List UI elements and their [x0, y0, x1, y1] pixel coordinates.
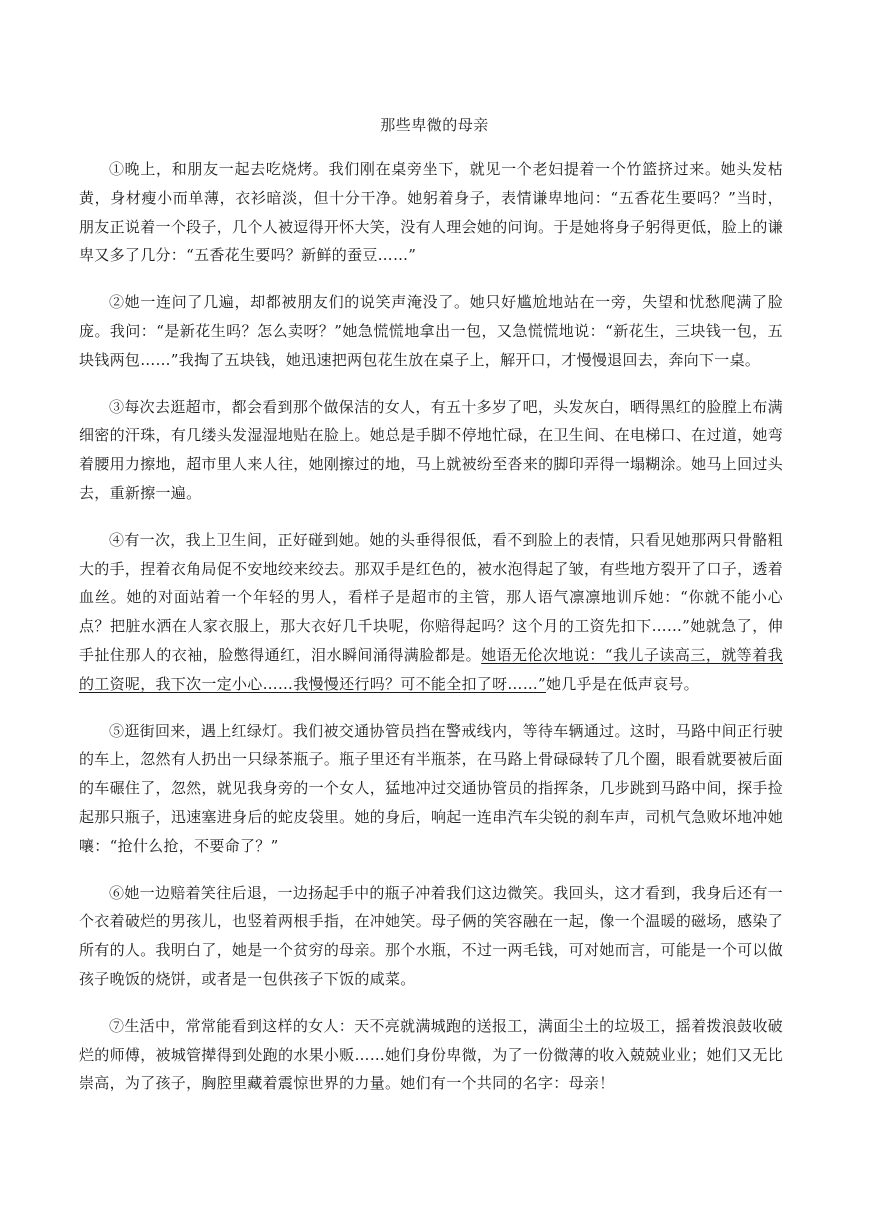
- article-title: 那些卑微的母亲: [380, 116, 489, 134]
- paragraph-7: ⑦生活中，常常能看到这样的女人：天不亮就满城跑的送报工，满面尘土的垃圾工，摇着拨浪鼓收破烂的师傅，被城管撵得到处跑的水果小贩……她们身份卑微，为了一份微薄的收入兢兢业业；她们又无比崇高，为了孩子，胸腔里藏着震惊世界的力量。她们有一个共同的名字：母亲！: [79, 1016, 783, 1093]
- paragraph-4-lead: ④有一次，我上卫生间，正好碰到她。她的头垂得很低，看不到脸上的表情，只看见她那两只骨骼粗大的手，捏着衣角局促不安地绞来绞去。那双手是红色的，被水泡得起了皱，有些地方裂开了口子，透着血丝。她的对面站着一个年轻的男人，看样子是超市的主管，那人语气凛凛地训斥她：“你就不能小心点？把脏水洒在人家衣服上，那大衣好几千块呢，你赔得起吗？这个月的工资先扣下……”她就急了，伸手扯住那人的衣袖，脸憋得通红，泪水瞬间涌得满脸都是。: [79, 530, 783, 664]
- underlined-sentence: 她语无伦次地说：“我儿子读高三，就等着我的工资呢，我下次一定小心……我慢慢还行吗？可不能全扣了呀……”: [79, 645, 783, 693]
- article-body: [79, 155, 783, 1116]
- paragraph-5: ⑤逛街回来，遇上红绿灯。我们被交通协管员挡在警戒线内，等待车辆通过。这时，马路中间正行驶的车上，忽然有人扔出一只绿茶瓶子。瓶子里还有半瓶茶，在马路上骨碌碌转了几个圈，眼看就要被后面的车碾住了，忽然，就见我身旁的一个女人，猛地冲过交通协管员的指挥条，几步跳到马路中间，探手捡起那只瓶子，迅速塞进身后的蛇皮袋里。她的身后，响起一连串汽车尖锐的刹车声，司机气急败坏地冲她嚷：“抢什么抢，不要命了？”: [79, 721, 783, 855]
- paragraph-4-tail: 她几乎是在低声哀号。: [545, 674, 699, 693]
- paragraph-6: ⑥她一边赔着笑往后退，一边扬起手中的瓶子冲着我们这边微笑。我回头，这才看到，我身后还有一个衣着破烂的男孩儿，也竖着两根手指，在冲她笑。母子俩的笑容融在一起，像一个温暖的磁场，感染了所有的人。我明白了，她是一个贫穷的母亲。那个水瓶，不过一两毛钱，可对她而言，可能是一个可以做孩子晚饭的烧饼，或者是一包供孩子下饭的咸菜。: [79, 883, 783, 988]
- paragraph-3: ③每次去逛超市，都会看到那个做保洁的女人，有五十多岁了吧，头发灰白，晒得黑红的脸膛上布满细密的汗珠，有几缕头发湿湿地贴在脸上。她总是手脚不停地忙碌，在卫生间、在电梯口、在过道，她弯着腰用力擦地，超市里人来人往，她刚擦过的地，马上就被纷至沓来的脚印弄得一塌糊涂。她马上回过头去，重新擦一遍。: [79, 397, 783, 502]
- paragraph-4: [79, 526, 783, 699]
- paragraph-1: ①晚上，和朋友一起去吃烧烤。我们刚在桌旁坐下，就见一个老妇提着一个竹篮挤过来。她头发枯黄，身材瘦小而单薄，衣衫暗淡，但十分干净。她躬着身子，表情谦卑地问：“五香花生要吗？”当时，朋友正说着一个段子，几个人被逗得开怀大笑，没有人理会她的问询。于是她将身子躬得更低，脸上的谦卑又多了几分：“五香花生要吗？新鲜的蚕豆……”: [79, 160, 783, 265]
- paragraph-2: ②她一连问了几遍，却都被朋友们的说笑声淹没了。她只好尴尬地站在一旁，失望和忧愁爬满了脸庞。我问：“是新花生吗？怎么卖呀？”她急慌慌地拿出一包，又急慌慌地说：“新花生，三块钱一包，五块钱两包……”我掏了五块钱，她迅速把两包花生放在桌子上，解开口，才慢慢退回去，奔向下一桌。: [79, 293, 783, 369]
